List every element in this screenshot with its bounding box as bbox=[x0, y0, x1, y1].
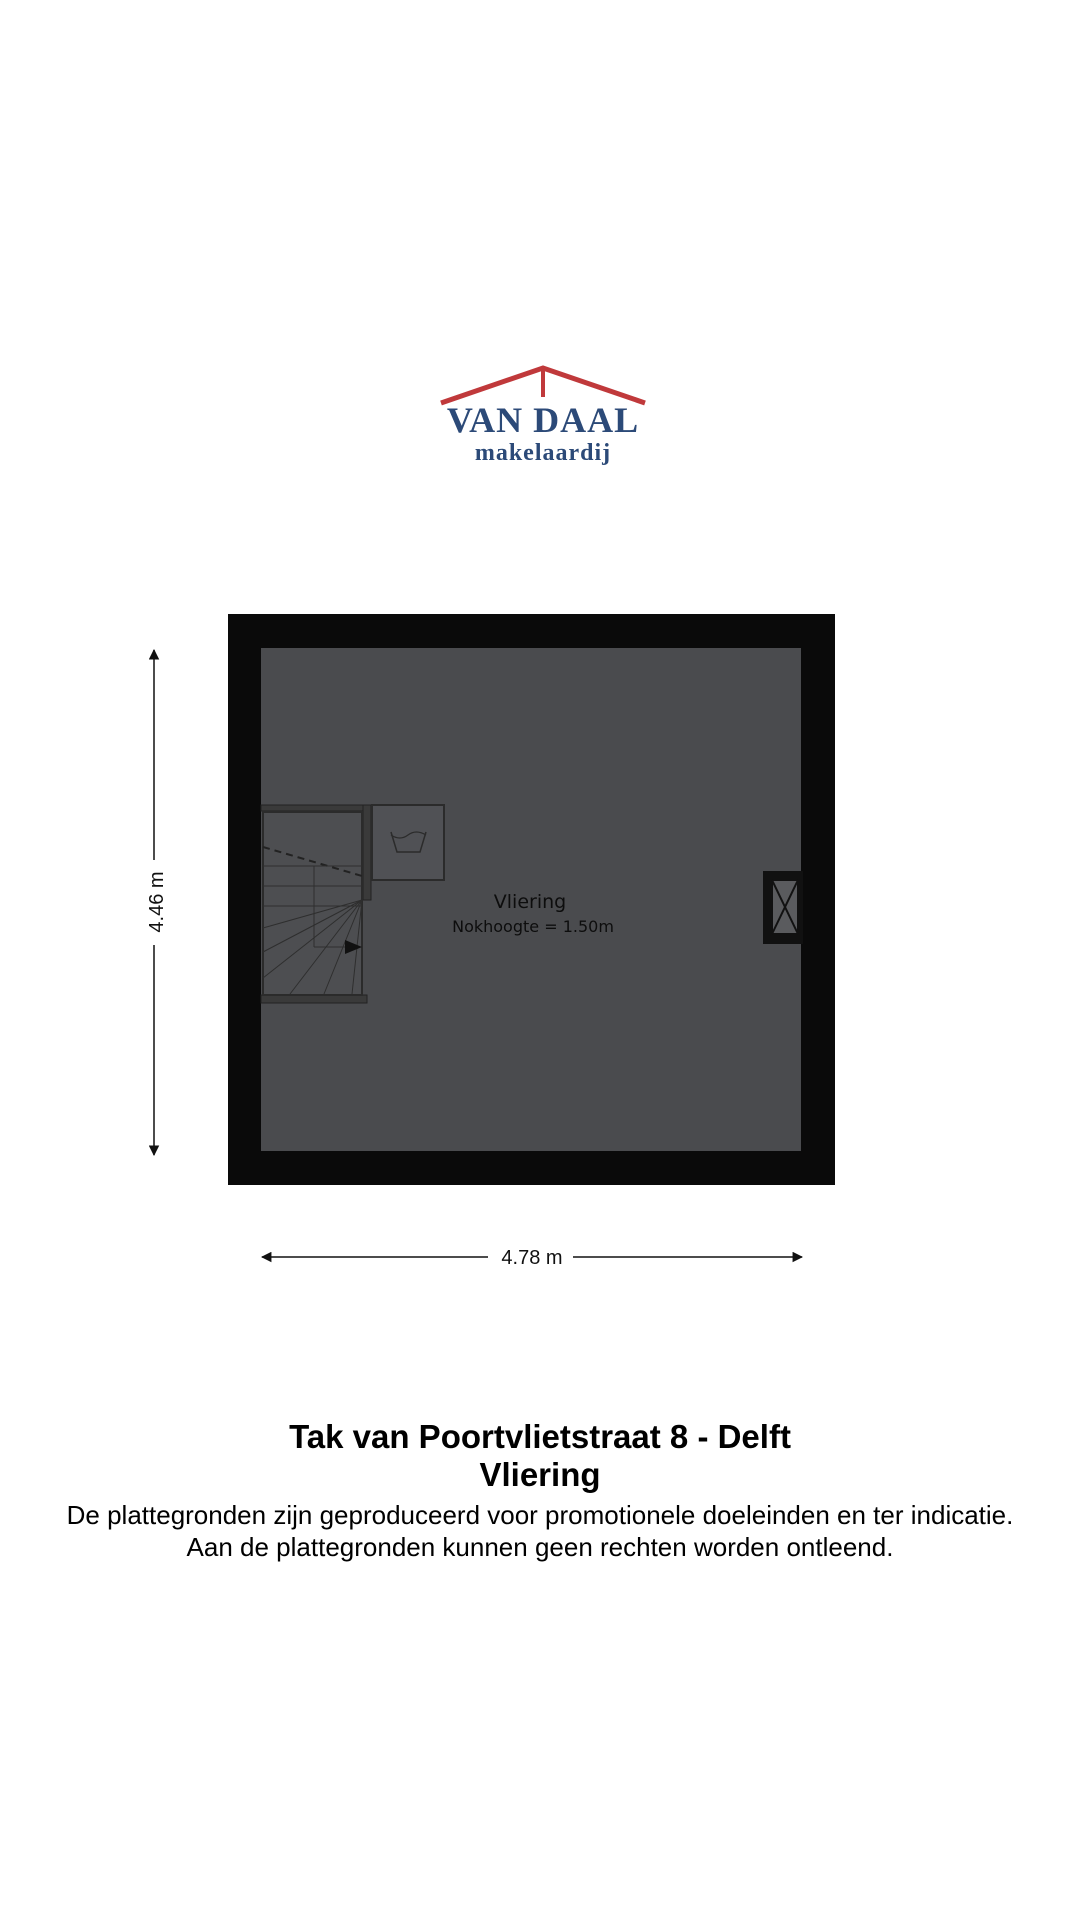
height-dimension-label: 4.46 m bbox=[146, 871, 168, 933]
room-name: Vliering bbox=[493, 891, 567, 913]
logo-title: VAN DAAL bbox=[446, 400, 640, 440]
width-dimension bbox=[262, 1247, 802, 1269]
disclaimer-line-1: De plattegronden zijn geproduceerd voor promotionele doeleinden en ter indicatie. bbox=[66, 1500, 1014, 1530]
disclaimer-line-2: Aan de plattegronden kunnen geen rechten worden ontleend. bbox=[186, 1532, 894, 1562]
floor-name: Vliering bbox=[479, 1456, 601, 1493]
width-dimension-label: 4.78 m bbox=[501, 1247, 563, 1269]
logo-subtitle: makelaardij bbox=[474, 440, 612, 466]
room-ridge-height: Nokhoogte = 1.50m bbox=[452, 917, 614, 936]
logo bbox=[441, 366, 645, 466]
staircase-icon bbox=[261, 805, 371, 1003]
property-address: Tak van Poortvlietstraat 8 - Delft bbox=[289, 1418, 791, 1455]
roof-window-icon bbox=[763, 871, 803, 944]
washing-machine-icon bbox=[372, 805, 444, 880]
height-dimension bbox=[146, 650, 168, 1155]
